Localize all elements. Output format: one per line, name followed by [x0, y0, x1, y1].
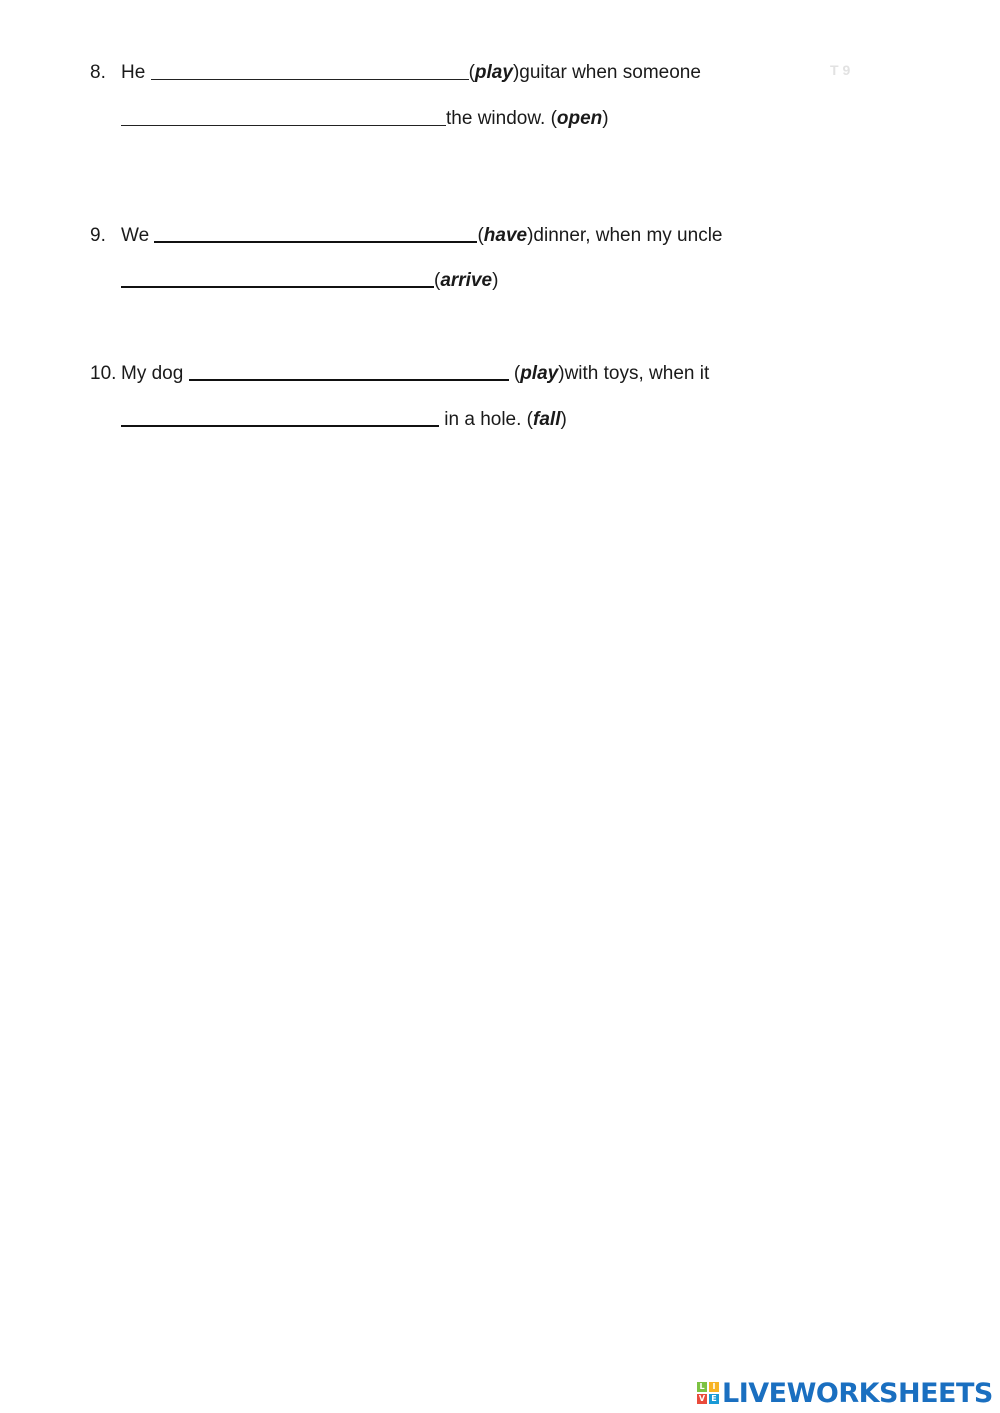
item-9-line-1: We (have)dinner, when my uncle [121, 225, 723, 246]
sentence-continuation: with toys, when it [564, 363, 710, 384]
liveworksheets-logo [697, 1376, 993, 1410]
sentence-start: My dog [121, 363, 184, 384]
item-number: 8. [90, 62, 106, 83]
answer-blank-10a[interactable] [189, 379, 509, 381]
answer-blank-8b[interactable] [121, 125, 446, 126]
answer-blank-9b[interactable] [121, 286, 434, 288]
sentence-start: He [121, 62, 146, 83]
faint-header-text: T 9 [830, 62, 851, 78]
logo-text: LIVEWORKSHEETS [722, 1377, 993, 1409]
liveworksheets-logo-icon [697, 1382, 719, 1404]
verb-hint: have [483, 225, 528, 246]
sentence-start: We [121, 225, 150, 246]
answer-blank-8a[interactable] [151, 79, 469, 80]
item-8-line-1: He (play)guitar when someone [121, 62, 701, 83]
verb-hint: open [556, 108, 603, 129]
close-paren: ) [492, 270, 499, 291]
sentence-continuation: dinner, when my uncle [533, 225, 723, 246]
answer-blank-10b[interactable] [121, 425, 439, 427]
sentence-continuation: guitar when someone [519, 62, 701, 83]
item-8-line-2 [121, 107, 609, 131]
verb-hint: fall [533, 409, 561, 430]
logo-mark-letter: V [698, 1394, 706, 1403]
close-paren: ) [602, 108, 609, 129]
logo-mark-letter: L [697, 1382, 707, 1392]
verb-hint: play [474, 62, 513, 83]
logo-mark-letter: E [709, 1394, 719, 1404]
item-number: 10. [90, 363, 117, 384]
item-10-line-2 [121, 408, 567, 432]
sentence-continuation: in a hole. ( [444, 409, 534, 430]
item-9-line-2: (arrive) [121, 269, 498, 293]
logo-mark-letter: I [709, 1382, 719, 1392]
sentence-continuation: the window. ( [446, 108, 557, 129]
item-number: 9. [90, 225, 106, 246]
item-10-line-1: My dog (play)with toys, when it [121, 363, 710, 384]
verb-hint: arrive [440, 270, 493, 291]
close-paren: ) [560, 409, 567, 430]
answer-blank-9a[interactable] [154, 241, 477, 243]
verb-hint: play [520, 363, 559, 384]
